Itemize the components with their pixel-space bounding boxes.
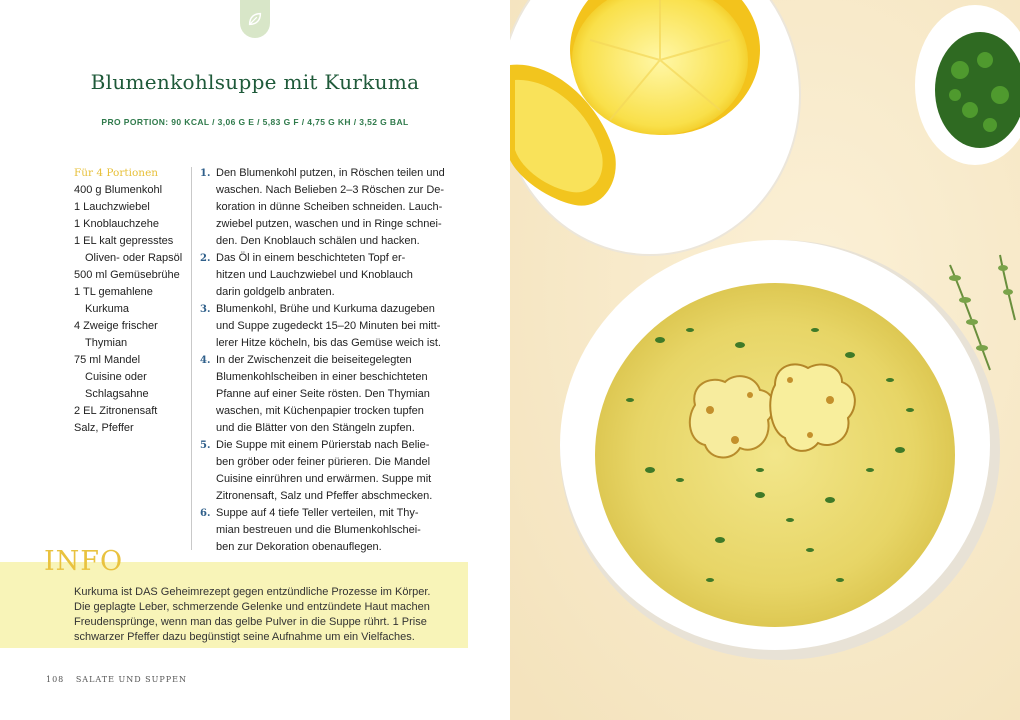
step-text: hitzen und Lauchzwiebel und Knoblauch bbox=[216, 269, 413, 281]
info-text bbox=[74, 585, 436, 645]
ingredient-item: Oliven- oder Rapsöl bbox=[85, 252, 183, 264]
step-text: zwiebel putzen, waschen und in Ringe schnei- bbox=[216, 218, 442, 230]
info-title: INFO bbox=[44, 546, 124, 577]
step-text: mian bestreuen und die Blumenkohlschei- bbox=[216, 524, 421, 536]
step-text: Den Blumenkohl putzen, in Röschen teilen und bbox=[216, 167, 445, 179]
step-text: ben gröber oder feiner pürieren. Die Mandel bbox=[216, 456, 431, 468]
step-text: darin goldgelb anbraten. bbox=[216, 286, 335, 298]
info-line: Kurkuma ist DAS Geheimrezept gegen entzündliche Prozesse im Körper. bbox=[74, 586, 431, 598]
step-text: Zitronensaft, Salz und Pfeffer abschmecken. bbox=[216, 490, 433, 502]
ingredient-item: Cuisine oder bbox=[85, 371, 147, 383]
ingredient-item: 1 TL gemahlene bbox=[74, 286, 153, 298]
ingredient-item: 2 EL Zitronensaft bbox=[74, 405, 158, 417]
step-text: ben zur Dekoration obenauflegen. bbox=[216, 541, 382, 553]
step-number: 2. bbox=[200, 253, 211, 264]
step-text: lerer Hitze köcheln, bis das Gemüse weich ist. bbox=[216, 337, 441, 349]
step-text: Pfanne auf einer Seite rösten. Den Thymian bbox=[216, 388, 430, 400]
step-text: waschen. Nach Belieben 2–3 Röschen zur De- bbox=[216, 184, 445, 196]
ingredient-item: 75 ml Mandel bbox=[74, 354, 141, 366]
recipe-title: Blumenkohlsuppe mit Kurkuma bbox=[90, 70, 420, 94]
info-line: schwarzer Pfeffer dazu begünstigt seine Aufnahme um ein Vielfaches. bbox=[74, 631, 415, 643]
info-line: Freudensprünge, wenn man das gelbe Pulver in die Suppe rührt. 1 Prise bbox=[74, 616, 427, 628]
ingredient-item: 400 g Blumenkohl bbox=[74, 184, 163, 196]
ingredient-item: 4 Zweige frischer bbox=[74, 320, 158, 332]
step-text: In der Zwischenzeit die beiseitegelegten bbox=[216, 354, 412, 366]
step-text: den. Den Knoblauch schälen und hacken. bbox=[216, 235, 420, 247]
step-number: 5. bbox=[200, 440, 211, 451]
step-text: und die Blätter von den Stängeln zupfen. bbox=[216, 422, 415, 434]
step-text: Suppe auf 4 tiefe Teller verteilen, mit Thy- bbox=[216, 507, 419, 519]
info-line: Die geplagte Leber, schmerzende Gelenke und entzündete Haut machen bbox=[74, 601, 430, 613]
recipe-step bbox=[200, 250, 440, 301]
soup-photo bbox=[510, 0, 1020, 720]
ingredient-item: 1 Knoblauchzehe bbox=[74, 218, 160, 230]
page-footer bbox=[46, 675, 195, 684]
ingredient-item: Schlagsahne bbox=[85, 388, 149, 400]
step-text: Blumenkohl, Brühe und Kurkuma dazugeben bbox=[216, 303, 435, 315]
recipe-step bbox=[200, 352, 440, 437]
page-number: 108 bbox=[46, 675, 65, 684]
step-number: 6. bbox=[200, 508, 211, 519]
ingredient-item: Salz, Pfeffer bbox=[74, 422, 134, 434]
step-text: koration in dünne Scheiben schneiden. Lauch- bbox=[216, 201, 443, 213]
step-text: waschen, mit Küchenpapier trocken tupfen bbox=[216, 405, 424, 417]
vegetarian-badge bbox=[240, 0, 270, 38]
steps-list bbox=[200, 165, 445, 556]
recipe-step bbox=[200, 505, 440, 556]
step-number: 3. bbox=[200, 304, 211, 315]
step-text: Cuisine einrühren und erwärmen. Suppe mit bbox=[216, 473, 432, 485]
step-number: 1. bbox=[200, 168, 211, 179]
step-number: 4. bbox=[200, 355, 211, 366]
ingredient-item: 500 ml Gemüsebrühe bbox=[74, 269, 180, 281]
recipe-step bbox=[200, 165, 445, 250]
recipe-step bbox=[200, 437, 440, 505]
step-text: Das Öl in einem beschichteten Topf er- bbox=[216, 252, 406, 264]
ingredient-item: Thymian bbox=[85, 337, 128, 349]
ingredients-heading: Für 4 Portionen bbox=[74, 167, 159, 179]
right-page bbox=[510, 0, 1020, 720]
leaf-icon bbox=[246, 10, 264, 28]
ingredients-list bbox=[74, 165, 192, 437]
step-text: und Suppe zugedeckt 15–20 Minuten bei mitt- bbox=[216, 320, 441, 332]
step-text: Die Suppe mit einem Pürierstab nach Belie- bbox=[216, 439, 430, 451]
recipe-step bbox=[200, 301, 440, 352]
ingredient-item: 1 Lauchzwiebel bbox=[74, 201, 150, 213]
ingredient-item: Kurkuma bbox=[85, 303, 130, 315]
column-divider bbox=[191, 167, 192, 550]
step-text: Blumenkohlscheiben in einer beschichteten bbox=[216, 371, 428, 383]
ingredient-item: 1 EL kalt gepresstes bbox=[74, 235, 174, 247]
nutrition-info: PRO PORTION: 90 KCAL / 3,06 G E / 5,83 G F / 4,75 G KH / 3,52 G BAL bbox=[101, 117, 409, 127]
section-name: SALATE UND SUPPEN bbox=[75, 675, 187, 684]
